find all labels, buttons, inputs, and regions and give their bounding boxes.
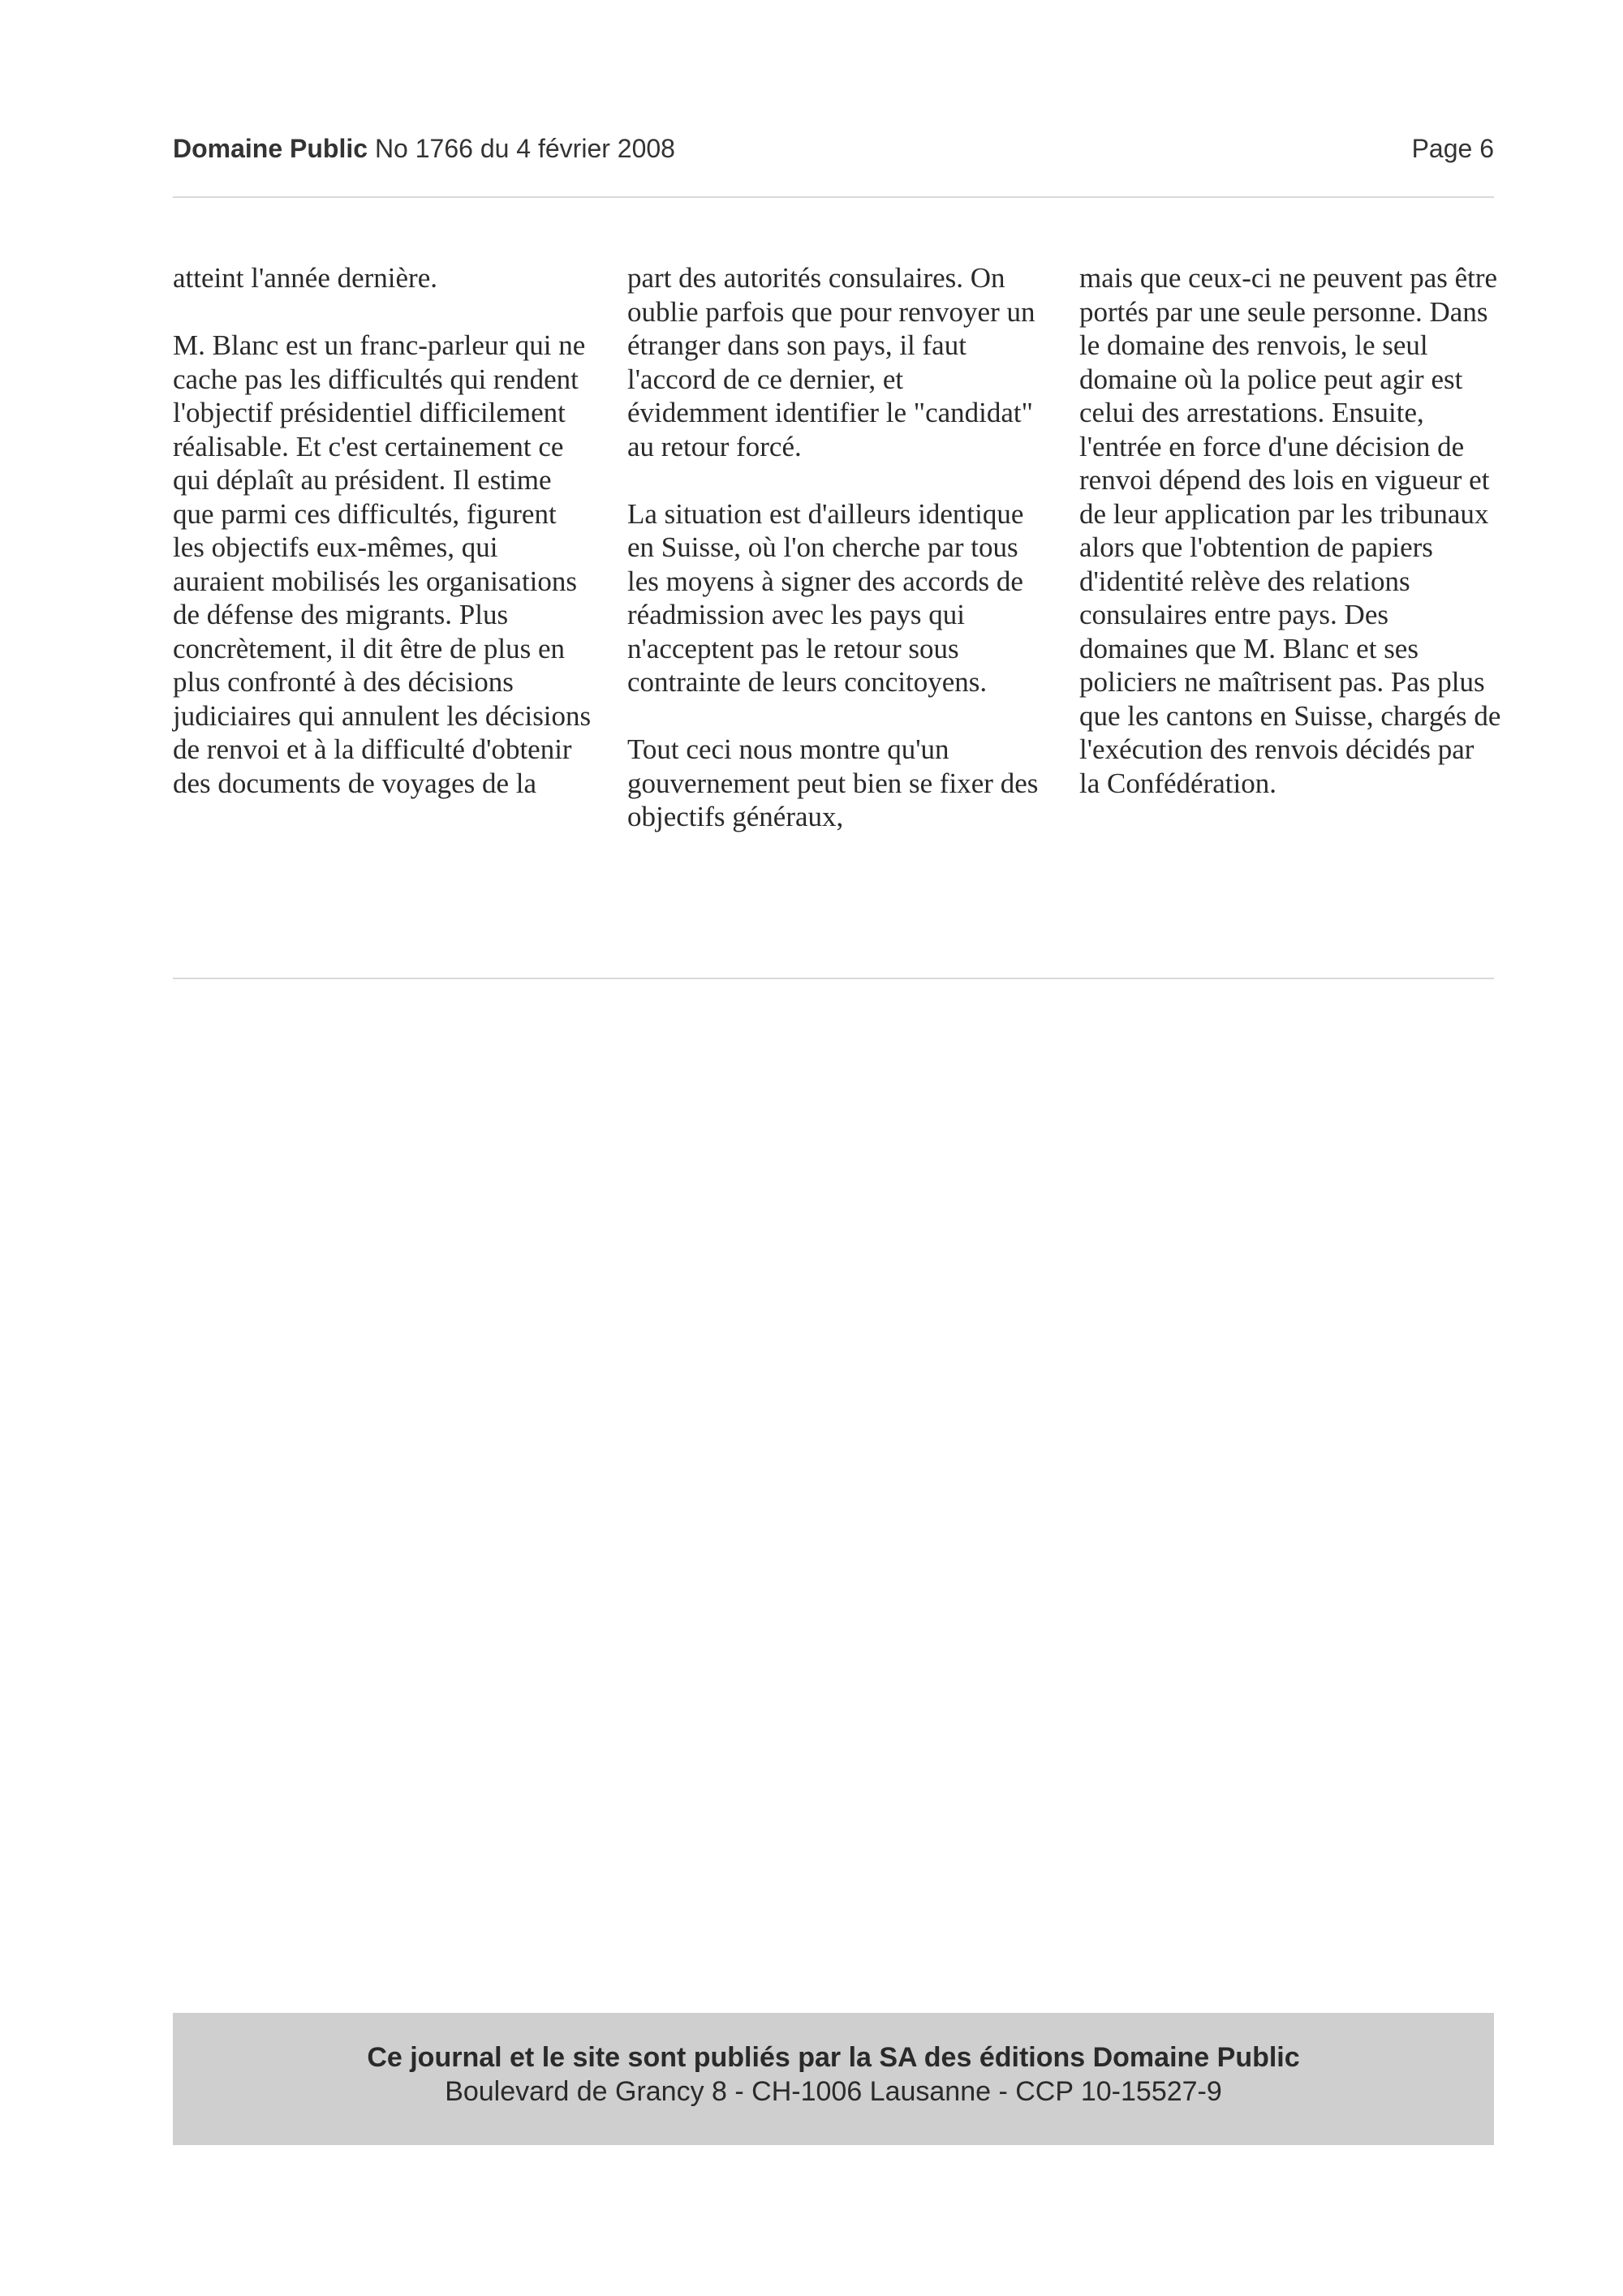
header-divider <box>173 196 1494 198</box>
column-1 <box>173 261 595 834</box>
publisher-footer <box>173 2013 1494 2145</box>
footer-publisher-line: Ce journal et le site sont publiés par la SA des éditions Domaine Public <box>367 2042 1300 2073</box>
paragraph: part des autorités consulaires. On oublie parfois que pour renvoyer un étranger dans son pays, il faut l'accord de ce dernier, et évidemment identifier le "candidat" au retour forcé. <box>627 262 1035 462</box>
paragraph: La situation est d'ailleurs identique en Suisse, où l'on cherche par tous les moyens à signer des accords de réadmission avec les pays qui n'acceptent pas le retour sous contrainte de leurs concitoyens. <box>627 497 1024 698</box>
paragraph: mais que ceux-ci ne peuvent pas être portés par une seule personne. Dans le domaine des renvois, le seul domaine où la police peut agir est celui des arrestations. Ensuite, l'entrée en force d'une décision de renvoi dépend des lois en vigueur et de leur application par les tribunaux alors que l'obtention de papiers d'identité relève des relations consulaires entre pays. Des domaines que M. Blanc et ses policiers ne maîtrisent pas. Pas plus que les cantons en Suisse, chargés de l'exécution des renvois décidés par la Confédération. <box>1079 262 1501 799</box>
column-3 <box>1079 261 1501 834</box>
page-number: Page 6 <box>1411 134 1494 163</box>
column-2 <box>627 261 1049 867</box>
paragraph: Tout ceci nous montre qu'un gouvernement peut bien se fixer des objectifs généraux, <box>627 733 1039 832</box>
footer-address-line: Boulevard de Grancy 8 - CH-1006 Lausanne - CCP 10-15527-9 <box>445 2076 1222 2107</box>
article-columns <box>173 261 1501 959</box>
paragraph: atteint l'année dernière. <box>173 262 437 294</box>
publication-name: Domaine Public <box>173 134 368 163</box>
page-header <box>173 134 1494 166</box>
issue-info: No 1766 du 4 février 2008 <box>374 134 675 163</box>
article-end-divider <box>173 978 1494 979</box>
paragraph: M. Blanc est un franc-parleur qui ne cache pas les difficultés qui rendent l'objectif présidentiel difficilement réalisable. Et c'est certainement ce qui déplaît au président. Il estime que parmi ces difficultés, figurent les objectifs eux-mêmes, qui auraient mobilisés les organisations de défense des migrants. Plus concrètement, il dit être de plus en plus confronté à des décisions judiciaires qui annulent les décisions de renvoi et à la difficulté d'obtenir des documents de voyages de la <box>173 329 592 799</box>
